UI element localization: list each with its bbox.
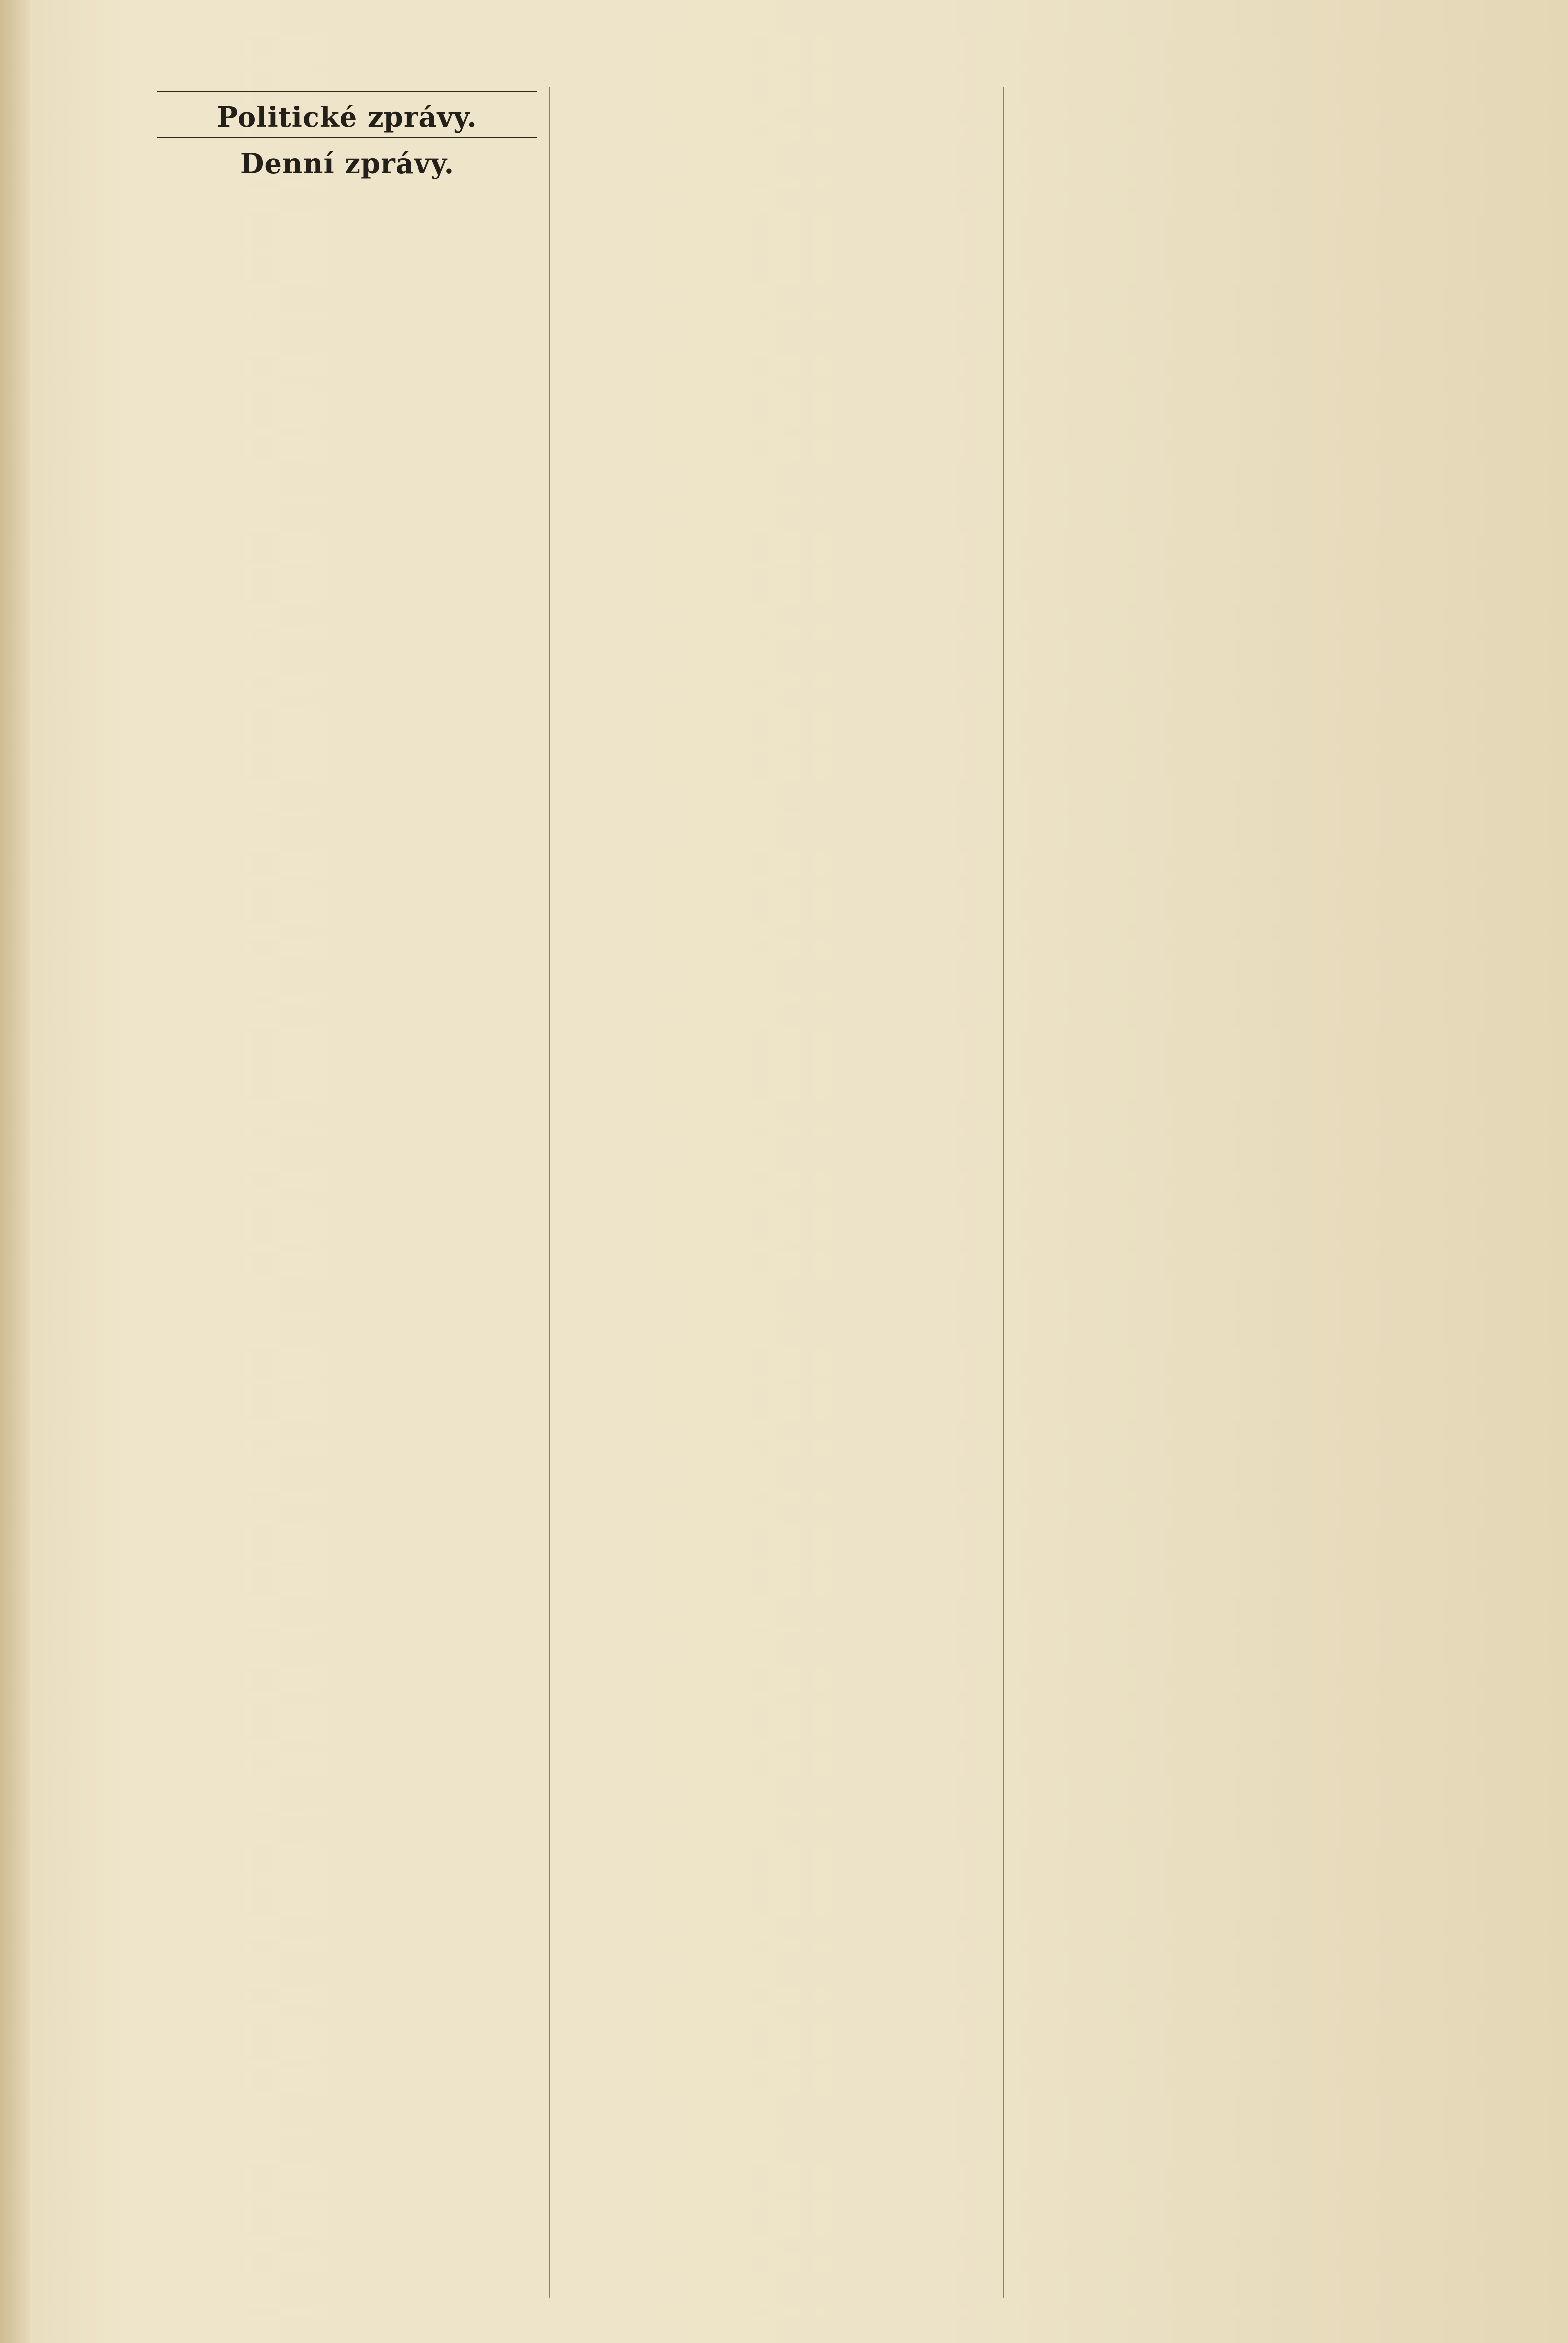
column-rule [549, 87, 550, 2298]
section-divider [157, 137, 537, 138]
column-2 [561, 87, 941, 2298]
column-rule [1003, 87, 1004, 2298]
section-heading-denni: Denní zprávy. [240, 147, 454, 180]
column-1 [157, 87, 537, 2298]
page-edge [0, 0, 30, 2343]
section-heading-politicke: Politické zprávy. [217, 101, 477, 134]
section-divider [157, 91, 537, 92]
column-3 [1014, 87, 1395, 2298]
